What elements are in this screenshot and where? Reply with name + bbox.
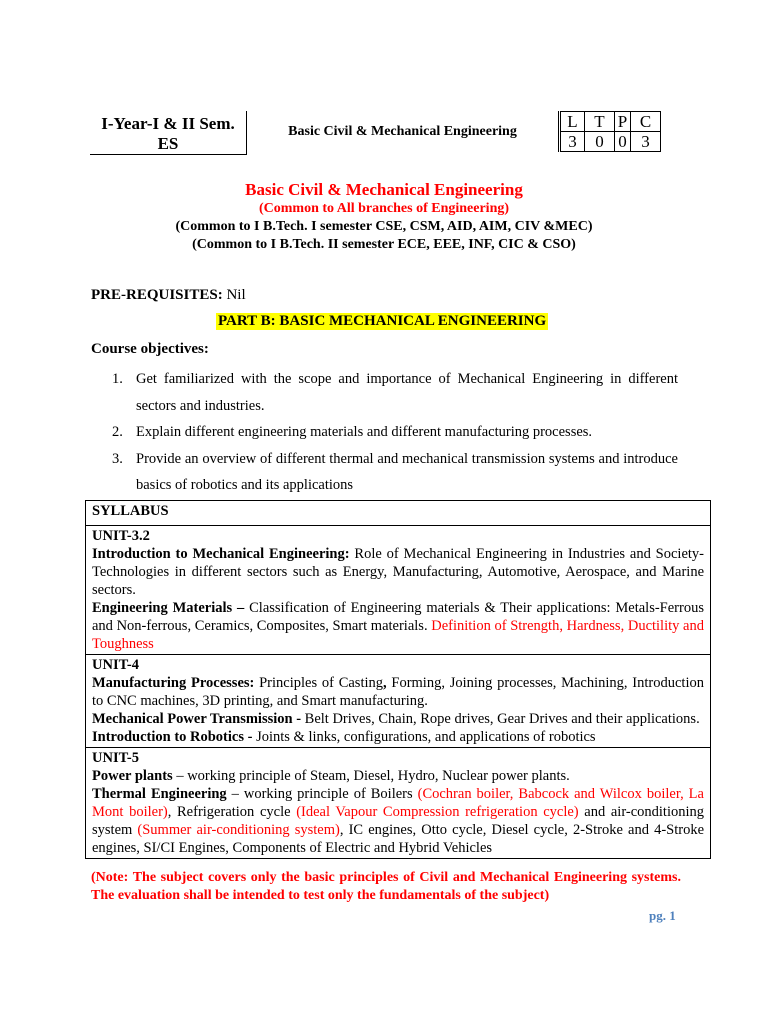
course-category: ES — [157, 134, 179, 153]
topic-text: Role of Mechanical Engineering in Industries and Society- Technologies in different sectors such as Energy, Manufacturing, Automotive, Aerospace, and Marine sectors. — [92, 546, 704, 598]
power-plants-paragraph — [92, 767, 704, 785]
ltpc-label-t: T — [585, 112, 615, 132]
topic-label: Thermal Engineering — [92, 786, 227, 802]
document-title: Basic Civil & Mechanical Engineering — [245, 180, 523, 199]
objective-number: 2. — [112, 424, 123, 440]
course-objectives-list — [91, 366, 678, 499]
ltpc-label-p: P — [615, 112, 631, 132]
objective-text: Explain different engineering materials and different manufacturing processes. — [136, 424, 593, 440]
ltpc-label-row — [560, 112, 661, 132]
topic-text-highlight: (Ideal Vapour Compression refrigeration cycle) — [296, 804, 579, 820]
topic-label: Manufacturing Processes: — [92, 675, 255, 691]
header-course-name: Basic Civil & Mechanical Engineering — [288, 124, 517, 139]
objective-text: Provide an overview of different thermal and mechanical transmission systems and introduce basics of robotics and its applications — [136, 450, 678, 493]
intro-mech-eng-paragraph — [92, 545, 704, 599]
page-number: pg. 1 — [649, 908, 676, 923]
objective-item — [91, 446, 678, 499]
ltpc-label-l: L — [560, 112, 585, 132]
common-semester-2: (Common to I B.Tech. II semester ECE, EEE, INF, CIC & CSO) — [192, 237, 576, 252]
topic-text: Belt Drives, Chain, Rope drives, Gear Drives and their applications. — [301, 711, 700, 727]
ltpc-value-row — [560, 132, 661, 152]
common-semester-1: (Common to I B.Tech. I semester CSE, CSM, AID, AIM, CIV &MEC) — [175, 219, 593, 234]
ltpc-value-t: 0 — [585, 132, 615, 152]
objective-item — [91, 366, 678, 419]
unit-3-2-section — [86, 526, 710, 655]
topic-comma: , — [383, 675, 387, 691]
topic-label: Engineering Materials – — [92, 600, 245, 616]
topic-text: , Refrigeration cycle — [167, 804, 297, 820]
power-transmission-paragraph — [92, 710, 704, 728]
prerequisites-label: PRE-REQUISITES: — [91, 287, 223, 303]
objective-number: 1. — [112, 371, 123, 387]
manufacturing-processes-paragraph — [92, 674, 704, 710]
topic-text-highlight: Definition of Strength, Hardness, Ductility and Toughness — [92, 618, 704, 652]
prerequisites-value: Nil — [222, 287, 246, 303]
objective-text: Get familiarized with the scope and importance of Mechanical Engineering in different sectors and industries. — [136, 371, 678, 414]
topic-label: Mechanical Power Transmission - — [92, 711, 302, 727]
unit-4-section — [86, 655, 710, 748]
robotics-paragraph — [92, 728, 704, 746]
year-semester-label — [90, 114, 246, 154]
unit-title: UNIT-3.2 — [92, 528, 150, 544]
topic-text: – working principle of Boilers — [226, 786, 418, 802]
unit-title: UNIT-5 — [92, 750, 140, 766]
topic-label: Power plants — [92, 768, 173, 784]
topic-text: and air-conditioning system — [92, 804, 705, 838]
thermal-engineering-paragraph — [92, 785, 704, 857]
ltpc-value-l: 3 — [560, 132, 585, 152]
topic-text: Forming, Joining processes, Machining, Introduction to CNC machines, 3D printing, and Smart manufacturing. — [92, 675, 704, 709]
topic-text: Joints & links, configurations, and applications of robotics — [252, 729, 596, 745]
unit-5-section — [86, 748, 710, 858]
topic-text: Principles of Casting — [254, 675, 383, 691]
topic-text: – working principle of Steam, Diesel, Hydro, Nuclear power plants. — [172, 768, 570, 784]
objective-number: 3. — [112, 450, 123, 467]
engineering-materials-paragraph — [92, 599, 704, 653]
topic-label: Introduction to Robotics - — [92, 729, 253, 745]
ltpc-label-c: C — [631, 112, 661, 132]
title-block — [0, 180, 768, 254]
evaluation-note: (Note: The subject covers only the basic principles of Civil and Mechanical Engineering systems. The evaluation shall be intended to test only the fundamentals of the subject) — [91, 870, 681, 903]
ltpc-value-p: 0 — [615, 132, 631, 152]
topic-text: Classification of Engineering materials & Their applications: Metals-Ferrous and Non-ferrous, Ceramics, Composites, Smart materials. — [92, 600, 704, 634]
topic-text-highlight: (Cochran boiler, Babcock and Wilcox boiler, La Mont boiler) — [92, 786, 704, 820]
header-divider-vertical — [246, 111, 247, 155]
objective-item — [91, 419, 678, 446]
unit-title: UNIT-4 — [92, 657, 140, 673]
ltpc-value-c: 3 — [631, 132, 661, 152]
topic-text-highlight: (Summer air-conditioning system) — [137, 822, 340, 838]
syllabus-table — [85, 500, 711, 859]
course-objectives-heading: Course objectives: — [91, 341, 209, 357]
common-all-branches: (Common to All branches of Engineering) — [258, 201, 510, 216]
syllabus-heading: SYLLABUS — [86, 501, 710, 526]
part-b-heading: PART B: BASIC MECHANICAL ENGINEERING — [218, 313, 547, 329]
prerequisites — [91, 287, 246, 304]
ltpc-credits-table — [558, 111, 661, 152]
year-semester-line1: I-Year-I & II Sem. — [101, 114, 235, 133]
topic-label: Introduction to Mechanical Engineering: — [92, 546, 350, 562]
topic-text: , IC engines, Otto cycle, Diesel cycle, 2-Stroke and 4-Stroke engines, SI/CI Engines, Components of Electric and Hybrid Vehicles — [92, 822, 705, 856]
header-divider-horizontal — [90, 154, 247, 155]
